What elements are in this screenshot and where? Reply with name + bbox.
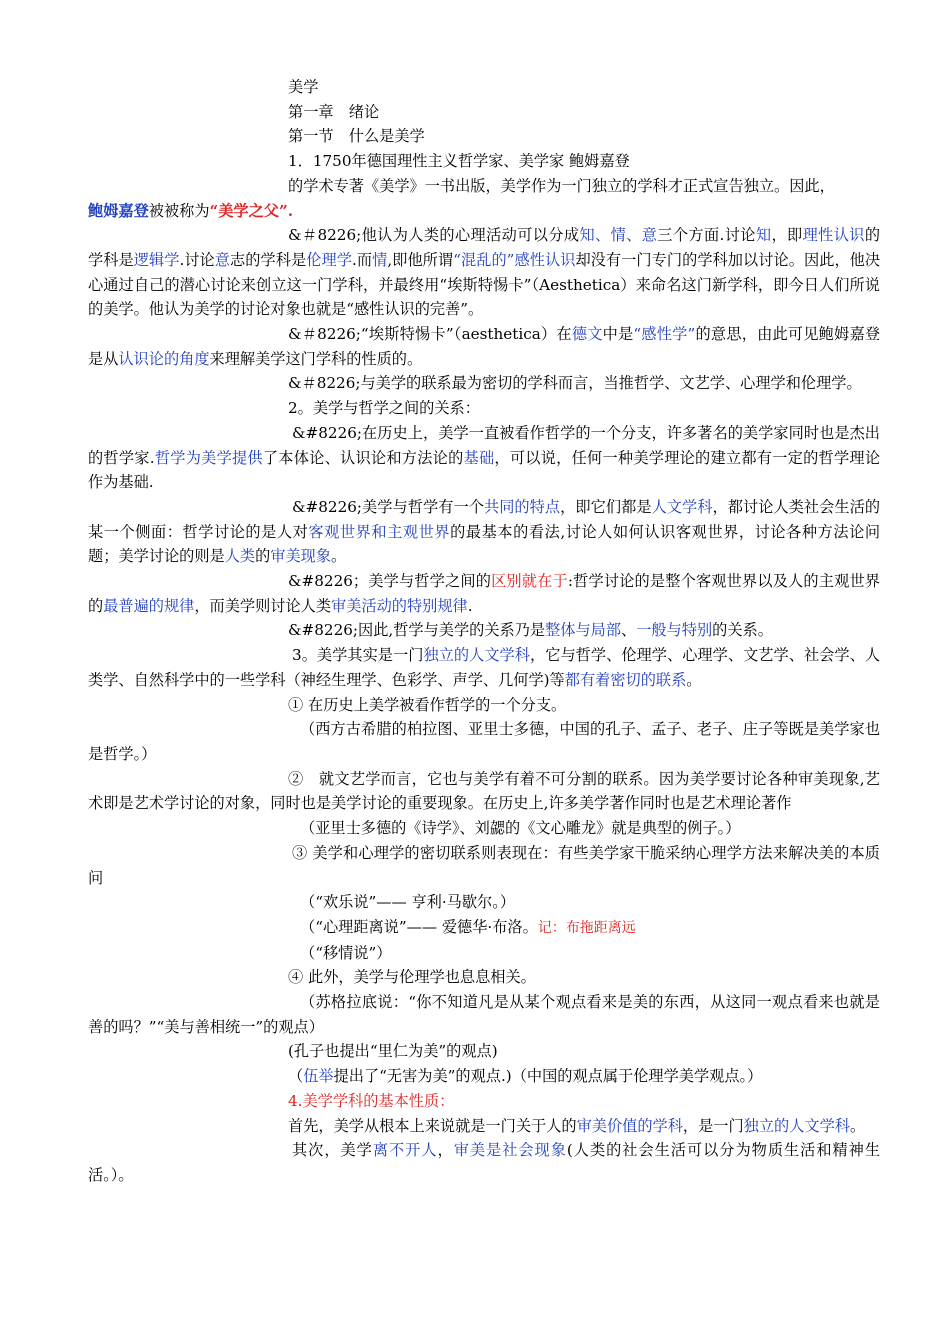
p22-text-a: 首先，美学从根本上来说就是一门关于人的 bbox=[288, 1116, 577, 1135]
p7-text-a: &#8226；美学与哲学之间的 bbox=[288, 572, 492, 591]
p2-highlight-h: 逻辑学 bbox=[133, 250, 180, 269]
section-heading: 第一节 什么是美学 bbox=[288, 127, 425, 146]
p7-highlight-b: 区别就在于 bbox=[491, 572, 568, 591]
paragraph-1-line-1: 1．1750年德国理性主义哲学家、美学家 鲍姆嘉登 bbox=[288, 152, 630, 171]
p7-text-e: ，而美学则讨论人类 bbox=[194, 596, 331, 615]
p8-text-c: 、 bbox=[621, 621, 637, 640]
paragraph-20: (孔子也提出“里仁为美”的观点) bbox=[288, 1042, 498, 1061]
p23-highlight-d: 审美是社会现象 bbox=[453, 1141, 567, 1160]
p6-highlight-j: 审美现象 bbox=[270, 547, 331, 566]
paragraph-4: &＃8226;与美学的联系最为密切的学科而言，当推哲学、文艺学、心理学和伦理学。 bbox=[288, 374, 862, 393]
p23-text-a: 其次，美学 bbox=[292, 1141, 373, 1160]
paragraph-13: （亚里士多德的《诗学》、刘勰的《文心雕龙》就是典型的例子。） bbox=[300, 819, 741, 838]
p2-highlight-f: 理性认识 bbox=[802, 226, 865, 245]
paragraph-19: （苏格拉底说：“你不知道凡是从某个观点看来是美的东西，从这同一观点看来也就是善的吗？”“美与善相统一”的观点） bbox=[88, 993, 880, 1036]
paragraph-6 bbox=[88, 495, 880, 569]
p9-text-a: 3。美学其实是一门 bbox=[292, 646, 424, 665]
p9-text-c: ，它与哲学、伦理学、心理学、文艺学、社会学、人类学、自然科学中的一些学科（神经生理学、色彩学、声学、几何学)等 bbox=[88, 646, 881, 689]
p22-highlight-d: 独立的人文学科 bbox=[743, 1116, 850, 1135]
paragraph-15: （“欢乐说”—— 亨利·马歇尔。） bbox=[300, 893, 516, 912]
p2-text-c: 三个方面.讨论 bbox=[657, 226, 756, 245]
paragraph-17: （“移情说”） bbox=[300, 943, 392, 962]
p7-highlight-d: 最普遍的规律 bbox=[103, 596, 195, 615]
p21-highlight-b: 伍举 bbox=[303, 1067, 334, 1086]
p3-text-e: 的意思，由此可见鲍姆嘉登是从 bbox=[88, 325, 881, 368]
p16-text-a: （“心理距离说”—— 爱德华·布洛。 bbox=[300, 917, 538, 936]
p22-text-c: ，是一门 bbox=[682, 1116, 744, 1135]
p5-highlight-b: 哲学为美学提供 bbox=[154, 448, 263, 467]
heading-4: 4.美学学科的基本性质： bbox=[288, 1091, 455, 1110]
p2-highlight-p: “混乱的”感性认识 bbox=[453, 250, 576, 269]
p2-highlight-j: 意 bbox=[214, 250, 231, 269]
paragraph-11: （西方古希腊的柏拉图、亚里士多德，中国的孔子、孟子、老子、庄子等既是美学家也是哲学。） bbox=[88, 720, 880, 763]
p9-highlight-d: 都有着密切的联系 bbox=[564, 670, 687, 689]
document-page bbox=[88, 75, 880, 1188]
p2-text-m: .而 bbox=[351, 250, 373, 269]
paragraph-9 bbox=[88, 643, 880, 692]
heading-2: 2。美学与哲学之间的关系： bbox=[288, 399, 480, 418]
p3-highlight-b: 德文 bbox=[571, 325, 603, 344]
p6-highlight-b: 共同的特点 bbox=[483, 497, 561, 516]
p5-text-a: &#8226;在历史上，美学一直被看作哲学的一个分支，许多著名的美学家同时也是杰出的哲学家. bbox=[88, 423, 880, 467]
p6-text-g: 的最基本的看法,讨论人如何认识客观世界，讨论各种方法论问题；美学讨论的则是 bbox=[88, 522, 881, 566]
paragraph-23 bbox=[88, 1138, 880, 1187]
paragraph-12: ② 就文艺学而言，它也与美学有着不可分割的联系。因为美学要讨论各种审美现象,艺术即是艺术学讨论的对象，同时也是美学讨论的重要现象。在历史上,许多美学著作同时也是艺术理论著作 bbox=[88, 769, 880, 813]
baumgarten-name: 鲍姆嘉登 bbox=[88, 201, 149, 220]
p6-text-c: ，即它们都是 bbox=[560, 497, 652, 516]
p6-highlight-d: 人文学科 bbox=[651, 497, 713, 516]
p6-highlight-f: 客观世界和主观世界 bbox=[308, 522, 451, 541]
p7-highlight-f: 审美活动的特别规律 bbox=[331, 596, 468, 615]
chapter-heading: 第一章 绪论 bbox=[288, 102, 380, 121]
paragraph-2 bbox=[88, 223, 880, 322]
paragraph-22 bbox=[88, 1114, 880, 1139]
p2-highlight-d: 知 bbox=[755, 226, 772, 245]
paragraph-18: ④ 此外，美学与伦理学也息息相关。 bbox=[288, 968, 536, 987]
p2-text-k: 志的学科是 bbox=[230, 250, 307, 269]
p23-text-e: (人类的社会生活可以分为物质生活和精神生活。）。 bbox=[88, 1141, 881, 1184]
p21-text-c: 提出了“无害为美”的观点.)（中国的观点属于伦理学美学观点。） bbox=[333, 1067, 763, 1086]
paragraph-7 bbox=[88, 569, 880, 618]
paragraph-8 bbox=[88, 618, 880, 643]
p2-highlight-b: 知、情、意 bbox=[579, 226, 658, 245]
p6-text-a: &#8226;美学与哲学有一个 bbox=[292, 497, 484, 516]
p2-text-a: &＃8226;他认为人类的心理活动可以分成 bbox=[288, 226, 580, 245]
p2-highlight-l: 伦理学 bbox=[306, 250, 352, 269]
p9-highlight-b: 独立的人文学科 bbox=[423, 646, 530, 665]
p22-highlight-b: 审美价值的学科 bbox=[576, 1116, 683, 1135]
p7-text-g: . bbox=[467, 596, 473, 615]
p3-text-g: 来理解美学这门学科的性质的。 bbox=[209, 349, 423, 368]
p2-text-g: 的学科是 bbox=[88, 226, 880, 269]
p3-text-c: 中是 bbox=[602, 325, 634, 344]
p7-text-c: :哲学讨论的是整个客观世界以及人的主观世界的 bbox=[88, 572, 881, 615]
p8-text-a: &#8226;因此,哲学与美学的关系乃是 bbox=[288, 621, 546, 640]
p6-text-k: 。 bbox=[331, 547, 347, 566]
p6-text-i: 的 bbox=[255, 547, 271, 566]
paragraph-10: ① 在历史上美学被看作哲学的一个分支。 bbox=[288, 695, 567, 714]
p23-highlight-b: 离不开人 bbox=[372, 1141, 438, 1160]
p2-text-q: 却没有一门专门的学科加以讨论。因此，他决心通过自己的潜心讨论来创立这一门学科，并最终用“埃斯特惕卡”（Aesthetica）来命名这门新学科，即今日人们所说的美学。他认为美学的讨论对象也就是“感性认识的完善”。 bbox=[88, 250, 881, 319]
paragraph-14: ③ 美学和心理学的密切联系则表现在：有些美学家干脆采纳心理学方法来解决美的本质问 bbox=[88, 843, 880, 887]
p22-text-e: 。 bbox=[849, 1116, 866, 1135]
paragraph-16 bbox=[88, 915, 880, 941]
paragraph-1-line-2: 的学术专著《美学》一书出版，美学作为一门独立的学科才正式宣告独立。因此， bbox=[288, 176, 835, 195]
p23-text-c: ， bbox=[437, 1141, 454, 1160]
p8-highlight-d: 一般与特别 bbox=[636, 621, 713, 640]
paragraph-3 bbox=[88, 322, 880, 371]
p9-text-e: 。 bbox=[686, 670, 702, 689]
father-of-aesthetics: “美学之父”. bbox=[209, 201, 294, 220]
p5-text-e: ，可以说，任何一种美学理论的建立都有一定的哲学理论作为基础. bbox=[88, 448, 881, 492]
p6-highlight-h: 人类 bbox=[224, 547, 256, 566]
p3-text-a: &＃8226;“埃斯特惕卡”（aesthetica）在 bbox=[288, 325, 572, 344]
p2-text-e: ，即 bbox=[771, 226, 803, 245]
p21-text-a: （ bbox=[288, 1067, 304, 1086]
doc-title: 美学 bbox=[288, 78, 319, 96]
p3-highlight-d: “感性学” bbox=[633, 325, 696, 344]
p5-text-c: 了本体论、认识论和方法论的 bbox=[262, 448, 464, 467]
paragraph-21 bbox=[88, 1064, 880, 1089]
p2-text-o: ,即他所谓 bbox=[387, 250, 454, 269]
paragraph-1 bbox=[88, 174, 880, 223]
paragraph-5 bbox=[88, 421, 880, 495]
handwritten-note: 记：布拖距离远 bbox=[537, 919, 636, 936]
p3-highlight-f: 认识论的角度 bbox=[118, 349, 210, 368]
p2-text-i: .讨论 bbox=[179, 250, 215, 269]
p5-highlight-d: 基础 bbox=[463, 448, 495, 467]
p8-text-e: 的关系。 bbox=[712, 621, 773, 640]
paragraph-1-mid: 被被称为 bbox=[148, 201, 210, 220]
p8-highlight-b: 整体与局部 bbox=[545, 621, 622, 640]
p6-text-e: ，都讨论人类社会生活的某一个侧面：哲学讨论的是人对 bbox=[88, 497, 881, 541]
p2-highlight-n: 情 bbox=[372, 250, 388, 269]
